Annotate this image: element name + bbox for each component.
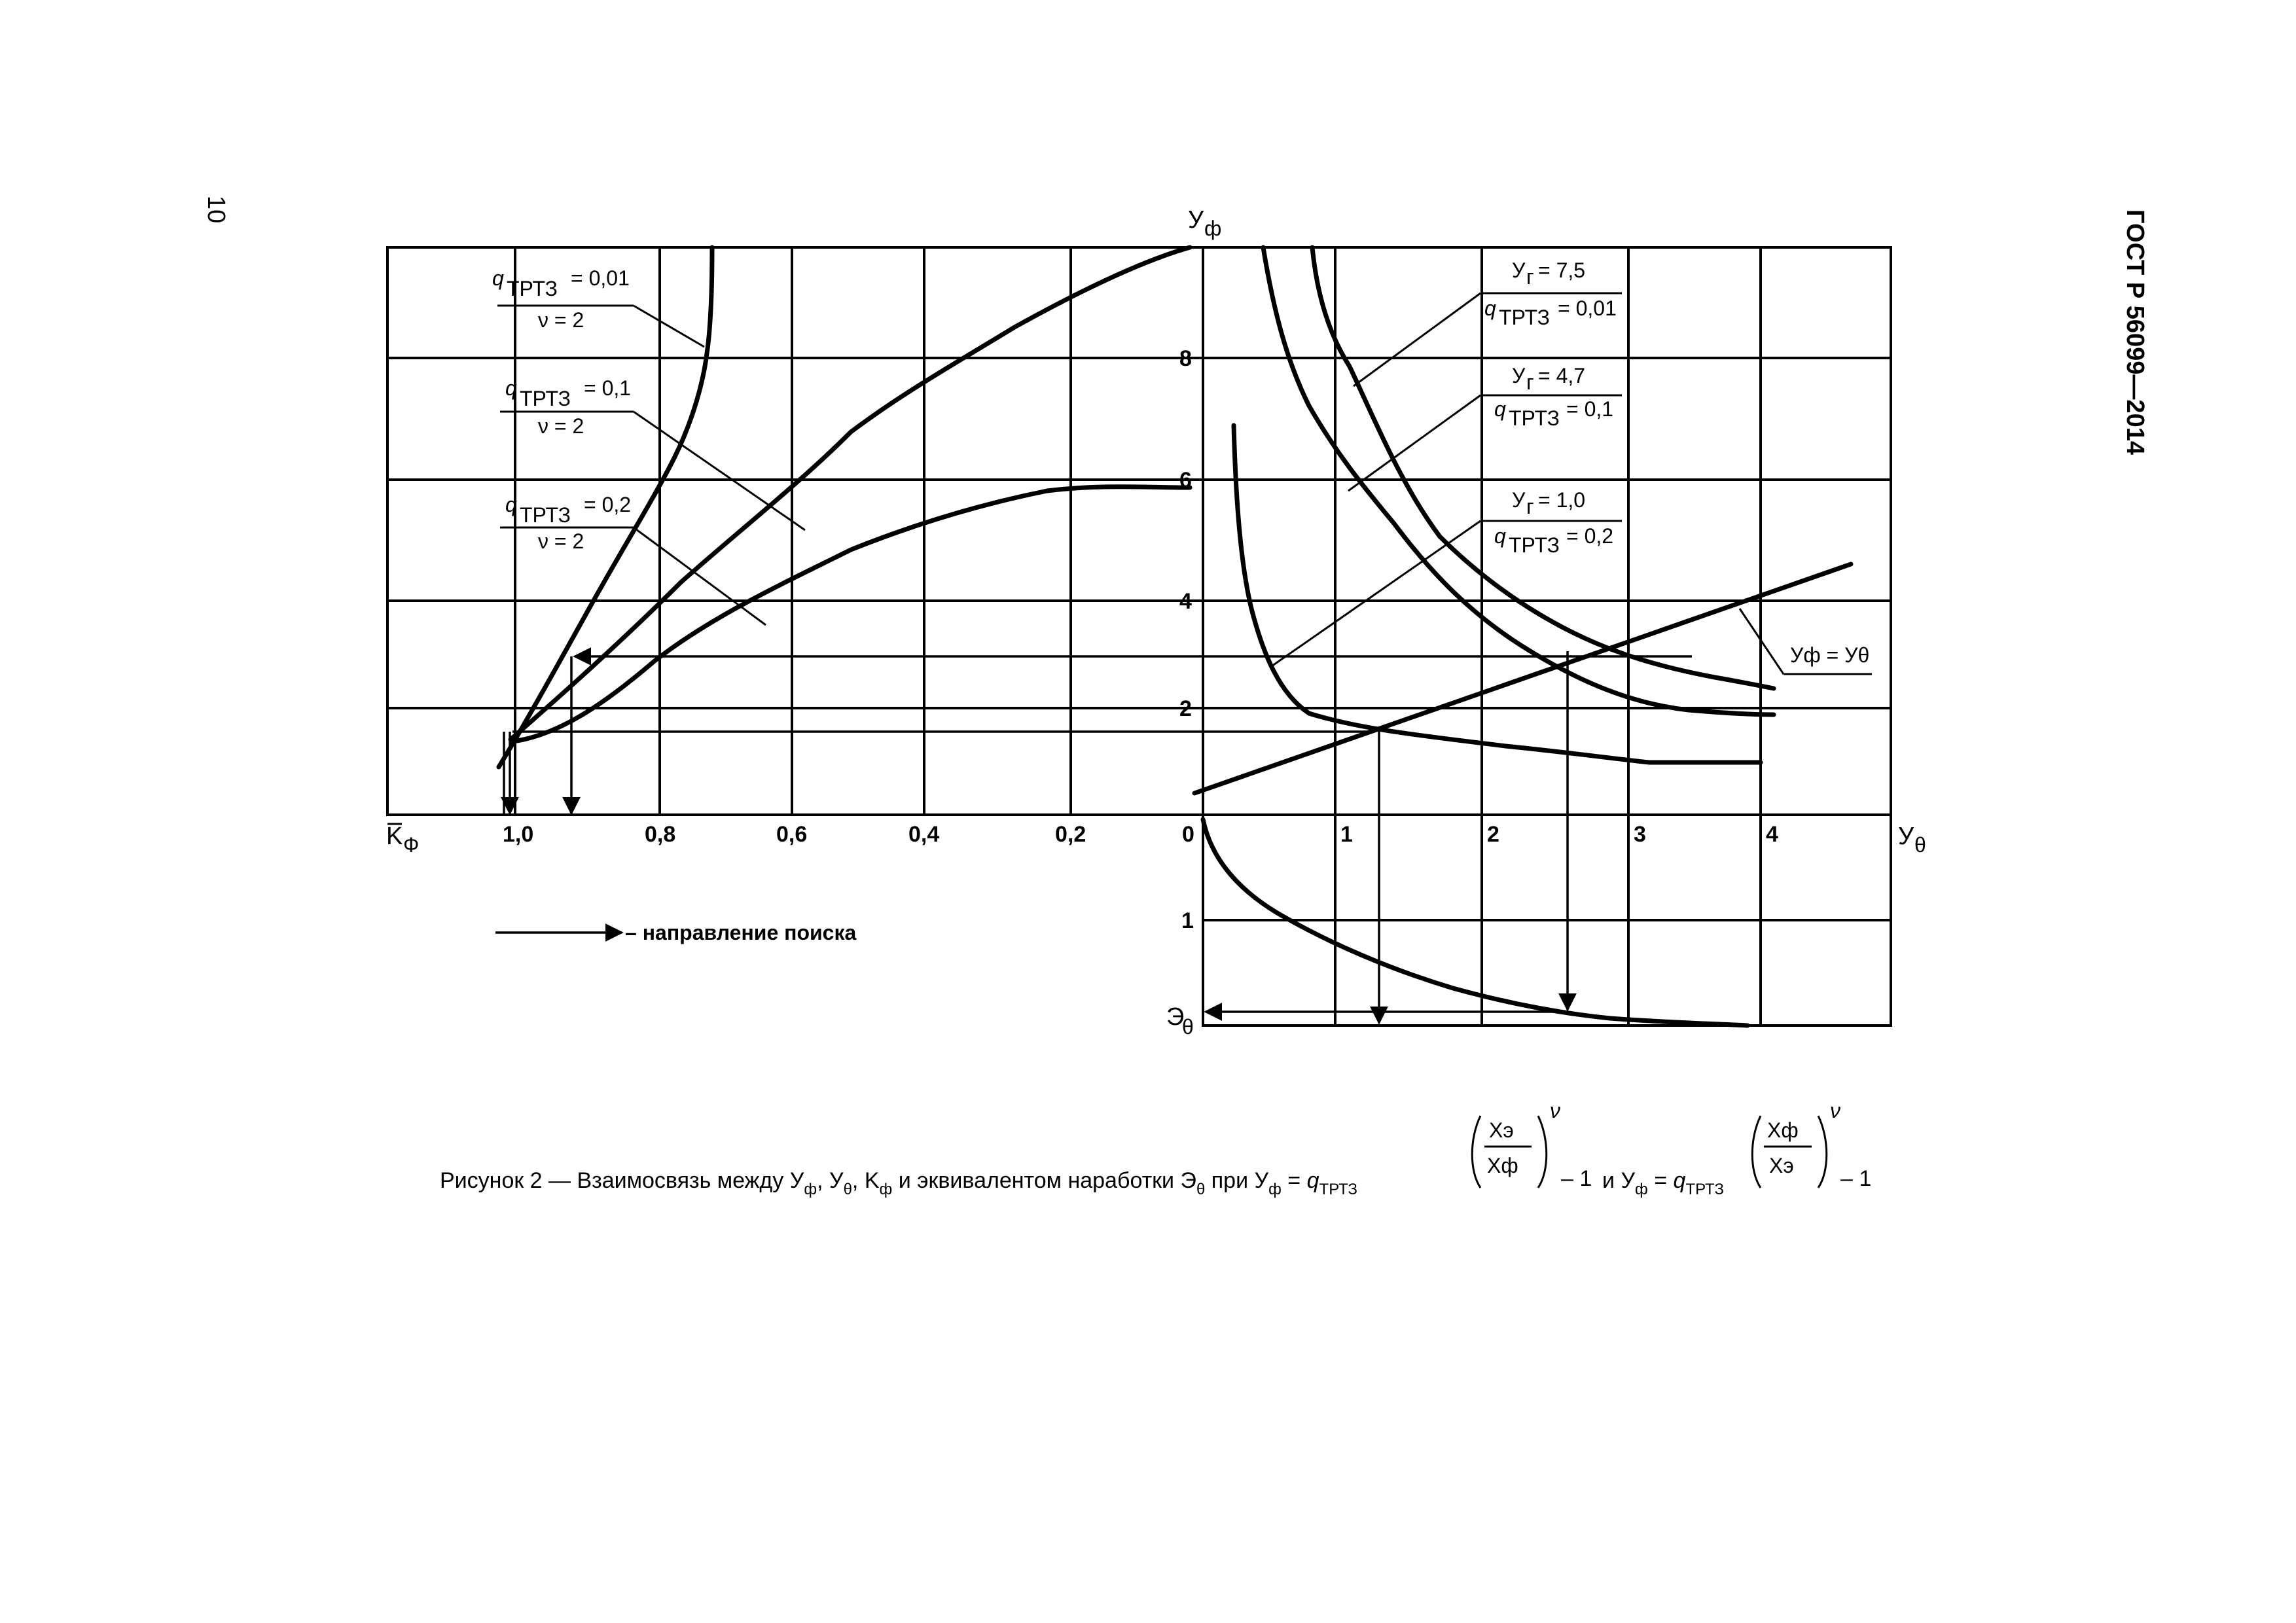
bottom-curves <box>1203 819 1748 1026</box>
svg-text:– направление поиска: – направление поиска <box>625 921 857 944</box>
svg-text:0,4: 0,4 <box>908 822 940 847</box>
svg-text:Рисунок 2 — Взаимосвязь между: Рисунок 2 — Взаимосвязь между $У_ф$, $У_\theta$, $K_ф$ и эквивалентом наработки $Э_\theta$ при $У_ф = q_{ТРТЗ}$ <box>440 1168 1358 1198</box>
svg-text:K: K <box>386 823 403 850</box>
svg-text:q: q <box>492 266 504 290</box>
left-x-ticks <box>503 822 1194 847</box>
svg-text:Xэ: Xэ <box>1489 1118 1514 1142</box>
chart-grid <box>387 247 1891 1026</box>
svg-text:и Уф = qТРТЗ: и $У_ф = q_{ТРТЗ}$ <box>1602 1168 1724 1198</box>
svg-text:q: q <box>1494 397 1506 421</box>
svg-text:1: 1 <box>1340 822 1353 847</box>
svg-text:ν = 2: ν = 2 <box>538 414 584 438</box>
svg-text:Э: Э <box>1166 1003 1185 1031</box>
svg-text:Xэ: Xэ <box>1769 1154 1794 1177</box>
left-label-q001 <box>492 266 704 347</box>
figure-caption <box>440 1099 1871 1198</box>
svg-text:ТРТЗ: ТРТЗ <box>1509 533 1560 557</box>
svg-text:Ф: Ф <box>403 833 420 857</box>
svg-text:3: 3 <box>1634 822 1646 847</box>
svg-text:г: г <box>1526 265 1534 289</box>
svg-text:У: У <box>1188 206 1204 234</box>
svg-text:ν = 2: ν = 2 <box>538 529 584 553</box>
curve-right-u10 <box>1234 425 1761 762</box>
svg-text:0,8: 0,8 <box>645 822 676 847</box>
line-equal <box>1194 564 1851 793</box>
svg-text:ν: ν <box>1550 1099 1560 1122</box>
right-x-ticks <box>1340 822 1778 847</box>
svg-text:ТРТЗ: ТРТЗ <box>1509 406 1560 430</box>
right-label-u10 <box>1270 488 1622 668</box>
svg-text:q: q <box>1484 296 1496 320</box>
svg-text:г: г <box>1526 370 1534 394</box>
svg-text:У: У <box>1512 259 1526 282</box>
svg-text:0,6: 0,6 <box>776 822 808 847</box>
svg-text:1,0: 1,0 <box>503 822 534 847</box>
svg-text:= 0,2: = 0,2 <box>1566 524 1614 548</box>
svg-text:ν = 2: ν = 2 <box>538 308 584 332</box>
legend <box>495 921 856 944</box>
svg-text:= 4,7: = 4,7 <box>1538 364 1586 387</box>
svg-text:6: 6 <box>1179 468 1192 493</box>
svg-text:У: У <box>1512 364 1526 387</box>
svg-text:ТРТЗ: ТРТЗ <box>1499 306 1550 329</box>
svg-text:q: q <box>505 376 517 400</box>
svg-text:4: 4 <box>1179 589 1192 614</box>
svg-text:= 0,1: = 0,1 <box>1566 397 1614 421</box>
svg-text:q: q <box>1494 524 1506 548</box>
svg-text:θ: θ <box>1182 1015 1194 1039</box>
svg-text:= 0,01: = 0,01 <box>571 266 630 290</box>
svg-text:ТРТЗ: ТРТЗ <box>520 503 571 527</box>
svg-text:4: 4 <box>1766 822 1778 847</box>
svg-text:ν: ν <box>1830 1099 1840 1122</box>
svg-text:= 0,01: = 0,01 <box>1558 296 1617 320</box>
svg-text:= 0,2: = 0,2 <box>584 493 632 516</box>
svg-text:ТРТЗ: ТРТЗ <box>507 277 558 300</box>
svg-text:= 1,0: = 1,0 <box>1538 488 1586 512</box>
svg-text:У: У <box>1898 823 1914 850</box>
svg-text:У: У <box>1512 488 1526 512</box>
svg-text:2: 2 <box>1487 822 1499 847</box>
left-label-q02 <box>500 493 766 625</box>
svg-text:8: 8 <box>1179 346 1192 371</box>
svg-text:ТРТЗ: ТРТЗ <box>520 387 571 410</box>
right-label-u47 <box>1348 364 1622 491</box>
curve-bottom-e <box>1203 819 1748 1026</box>
svg-text:0,2: 0,2 <box>1055 822 1086 847</box>
svg-text:Xф: Xф <box>1487 1154 1518 1177</box>
curve-left-q02 <box>517 487 1190 741</box>
svg-text:θ: θ <box>1914 833 1926 857</box>
svg-text:2: 2 <box>1179 696 1192 721</box>
svg-text:= 7,5: = 7,5 <box>1538 259 1586 282</box>
svg-text:1: 1 <box>1181 908 1194 933</box>
page-number: 10 <box>202 195 230 224</box>
svg-text:– 1: – 1 <box>1840 1166 1872 1191</box>
svg-text:0: 0 <box>1182 822 1194 847</box>
svg-text:q: q <box>505 493 517 516</box>
svg-text:г: г <box>1526 495 1534 518</box>
standard-designation: ГОСТ Р 56099—2014 <box>2121 209 2149 455</box>
axis-labels <box>386 206 1926 1039</box>
svg-text:ф: ф <box>1204 217 1222 240</box>
svg-text:= 0,1: = 0,1 <box>584 376 632 400</box>
svg-text:Xф: Xф <box>1767 1118 1799 1142</box>
svg-text:Уф = Уθ: Уф = Уθ <box>1790 643 1870 667</box>
svg-text:– 1: – 1 <box>1561 1166 1592 1191</box>
